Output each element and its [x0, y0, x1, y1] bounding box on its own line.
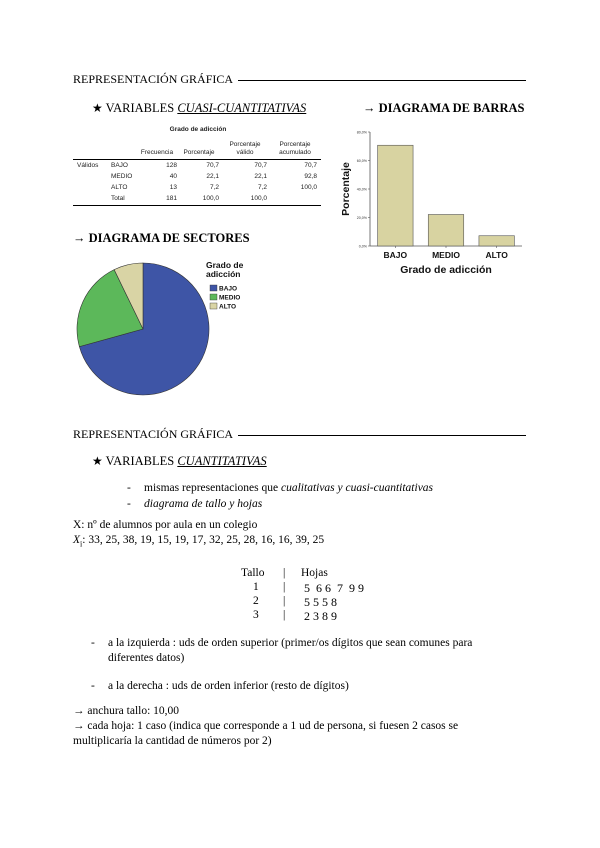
y-tick-label: 80,0% — [356, 130, 367, 135]
note-left-cont: diferentes datos) — [108, 652, 185, 664]
bullet-item: - mismas representaciones que cualitativas y cuasi-cuantitativas — [127, 482, 434, 494]
stem-value: 2 — [253, 595, 259, 607]
table-cell: 13 — [169, 184, 177, 191]
star-icon: ★ — [92, 454, 103, 468]
bullet-item: - diagrama de tallo y hojas — [127, 498, 263, 510]
table-header: Porcentaje válido — [229, 141, 261, 156]
table-row-label: ALTO — [111, 184, 128, 191]
leaf-note: → cada hoja: 1 caso (indica que corresponde a 1 ud de persona, si fuesen 2 casos se — [73, 720, 459, 732]
y-tick-label: 40,0% — [356, 187, 367, 192]
note-left: - a la izquierda : uds de orden superior (primer/os dígitos que sean comunes para — [91, 637, 473, 649]
section2-title: REPRESENTACIÓN GRÁFICA — [73, 427, 234, 441]
width-note: → anchura tallo: 10,00 — [73, 705, 180, 717]
table-cell: 70,7 — [304, 162, 317, 169]
stem-separator: | — [283, 581, 286, 593]
stem-value: 3 — [253, 609, 259, 621]
legend-label: BAJO — [219, 285, 238, 293]
legend-label: MEDIO — [219, 294, 241, 302]
y-tick-label: 60,0% — [356, 159, 367, 163]
table-cell: 100,0 — [250, 195, 267, 202]
leaf-values: 2 3 8 9 — [304, 609, 337, 623]
legend-swatch — [210, 303, 217, 309]
y-axis-label: Porcentaje — [340, 162, 352, 216]
section1-rule — [238, 80, 526, 81]
x-axis-label: Grado de adicción — [400, 264, 492, 276]
table-rule-bottom — [73, 205, 321, 206]
section1-title: REPRESENTACIÓN GRÁFICA — [73, 72, 234, 86]
bar — [479, 236, 514, 246]
table-rule-top — [73, 159, 321, 160]
frequency-table — [73, 122, 321, 208]
legend-title: adicción — [206, 269, 241, 279]
table-row-label: Total — [111, 195, 125, 202]
table-cell: 100,0 — [202, 195, 219, 202]
stem-separator: | — [283, 609, 286, 621]
stem-leaf-diagram — [241, 567, 401, 627]
pie-chart — [70, 258, 290, 400]
variable-definition: X: nº de alumnos por aula en un colegio — [73, 519, 258, 531]
bar-chart — [336, 122, 536, 282]
bar — [428, 215, 463, 246]
leaf-header: Hojas — [301, 567, 328, 579]
section2-rule — [238, 435, 526, 436]
table-cell: 7,2 — [257, 184, 267, 191]
table-group-label: Válidos — [77, 162, 99, 169]
x-tick-label: ALTO — [485, 250, 508, 260]
x-tick-label: MEDIO — [432, 250, 460, 260]
stem-separator: | — [283, 567, 286, 579]
pie-chart-heading: → DIAGRAMA DE SECTORES — [73, 231, 250, 245]
leaf-note-cont: multiplicaría la cantidad de números por 2) — [73, 735, 272, 747]
legend-swatch — [210, 285, 217, 291]
table-header: Porcentaje acumulado — [279, 141, 311, 156]
table-header: Porcentaje — [183, 149, 215, 156]
bar-chart-heading: → DIAGRAMA DE BARRAS — [363, 101, 525, 115]
legend-swatch — [210, 294, 217, 300]
leaf-values: 5 5 5 8 — [304, 595, 337, 609]
y-tick-label: 20,0% — [356, 216, 367, 220]
variables-heading-2 — [92, 454, 267, 469]
table-cell: 100,0 — [300, 184, 317, 191]
table-row-label: MEDIO — [111, 173, 133, 180]
table-cell: 22,1 — [206, 173, 219, 180]
table-cell: 70,7 — [254, 162, 267, 169]
table-cell: 128 — [166, 162, 177, 169]
variables-heading-1 — [92, 101, 306, 116]
y-tick-label: 0,0% — [358, 244, 367, 249]
legend-label: ALTO — [219, 303, 237, 311]
table-cell: 40 — [169, 173, 177, 180]
note-right: - a la derecha : uds de orden inferior (resto de dígitos) — [91, 680, 349, 692]
variables-type: CUASI-CUANTITATIVAS — [177, 101, 307, 115]
bar — [378, 145, 413, 246]
table-cell: 70,7 — [206, 162, 219, 169]
variables-type: CUANTITATIVAS — [177, 454, 267, 468]
variables-prefix: VARIABLES — [105, 101, 175, 115]
table-cell: 7,2 — [209, 184, 219, 191]
table-cell: 22,1 — [254, 173, 267, 180]
table-cell: 92,8 — [304, 173, 317, 180]
stem-header: Tallo — [241, 567, 265, 579]
star-icon: ★ — [92, 101, 103, 115]
table-title: Grado de adicción — [169, 126, 227, 133]
table-header: Frecuencia — [140, 149, 174, 156]
table-cell: 181 — [166, 195, 177, 202]
leaf-values: 5 6 6 7 9 9 — [304, 581, 364, 595]
data-values: $X_i$: 33, 25, 38, 19, 15, 19, 17, 32, 25, 28, 16, 16, 39, 25 — [73, 534, 325, 549]
stem-value: 1 — [253, 581, 259, 593]
x-tick-label: BAJO — [383, 250, 408, 260]
stem-separator: | — [283, 595, 286, 607]
variables-prefix: VARIABLES — [105, 454, 175, 468]
table-row-label: BAJO — [111, 162, 128, 169]
legend-title: Grado de — [206, 260, 244, 270]
